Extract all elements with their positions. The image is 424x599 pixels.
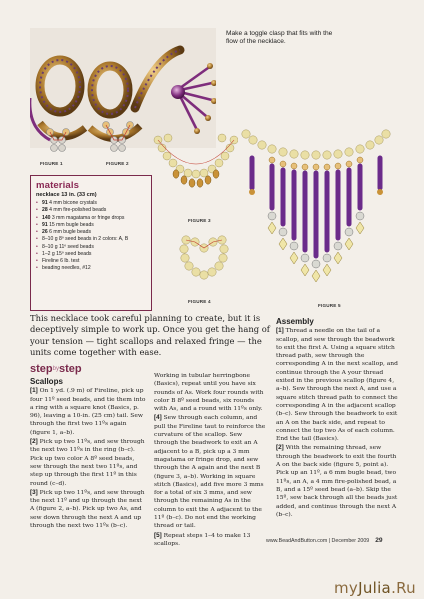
watermark: myJulia.Ru (334, 579, 416, 597)
figure-2-label: FIGURE 2 (106, 161, 129, 166)
figure-5-label: FIGURE 5 (318, 303, 341, 308)
materials-item: • 26 6 mm bugle beads (36, 229, 151, 236)
materials-subtitle: necklace 13 in. (33 cm) (36, 192, 97, 198)
materials-title: materials (36, 180, 80, 191)
figure-3-label: FIGURE 3 (188, 218, 211, 223)
assembly-step-2: [2] With the remaining thread, sew through the beadwork to exit the fourth A on the back side (figure 5, point a). Pick up an 11º, a 6 mm bugle bead, two 11ºs, an A, a 4 mm fire-polished bead, a B, and a 15º seed bead (a–b). Skip the 15º, sew back through all the beads just added, and continue through the next A (b–c). (276, 444, 398, 518)
scallops-step-3: [3] Pick up two 11ºs, and sew through the next 11º and up through the next A (figure 2, a–b). Pick up two As, and sew down through the next A and up through the next two 11ºs (b–c). (30, 488, 145, 530)
materials-item: • 1–2 g 15º seed beads (36, 251, 151, 258)
materials-item: • 28 4 mm fire-polished beads (36, 207, 151, 214)
materials-item: • 91 4 mm bicone crystals (36, 200, 151, 207)
figure-4-diagram (176, 232, 232, 296)
materials-item: • Fireline 6 lb. test (36, 258, 151, 265)
footer-site: www.BeadAndButton.com | December 2009 (266, 538, 370, 544)
page-footer (266, 537, 383, 544)
assembly-column (276, 318, 398, 520)
assembly-heading: Assembly (276, 317, 314, 326)
materials-box (30, 175, 152, 311)
figure-3-diagram (152, 132, 238, 216)
figure-4-label: FIGURE 4 (188, 299, 211, 304)
step-by-step-heading: stepbystep (30, 363, 82, 375)
scallops-step-4: [4] Sew through each column, and pull the Fireline taut to reinforce the curvature of the scallop. Sew through the beadwork to exit an A adjacent to a B, pick up a 3 mm magatama or fringe drop, and sew through the A again and the next B (figure 3, a–b). Working in square stitch (Basics), add five more 3 mms for a total of six 3 mms, and sew through the remaining As in the column to exit the A adjacent to the 11º (b–c). Do not end the working thread or tail. (154, 414, 266, 530)
figure-1-label: FIGURE 1 (40, 161, 63, 166)
materials-item: • 91 15 mm bugle beads (36, 222, 151, 229)
materials-list (31, 200, 151, 273)
scallops-step-1: [1] On 1 yd. (.9 m) of Fireline, pick up four 11º seed beads, and tie them into a ring with a square knot (Basics, p. 96), leaving a 10-in. (25 cm) tail. Sew through the first two 11ºs again (figure 1, a–b). (30, 387, 146, 436)
materials-item: • 8–10 g 11º seed beads (36, 244, 151, 251)
scallops-step-5: [5] Repeat steps 1–4 to make 13 scallops. (154, 531, 251, 547)
figure-5-diagram (240, 128, 410, 303)
photo-caption: Make a toggle clasp that fits with the flow of the necklace. (226, 30, 333, 46)
page-number: 29 (375, 537, 383, 544)
assembly-step-1: [1] Thread a needle on the tail of a scallop, and sew through the beadwork to exit the first A. Using a square stitch thread path, sew through the corresponding A in the next scallop, and continue through the A your thread exited in the previous scallop (figure 4, a–b). Sew through the next A, and use a square stitch thread path to connect the corresponding A in the adjacent scallop (b–c). Sew through the beadwork to exit an A on the back side, and repeat to connect the top two As of each column. End the tail (Basics). (276, 327, 398, 443)
herringbone-paragraph: Working in tubular herringbone (Basics), repeat until you have six rounds of As. Work four rounds with color B 8º seed beads, six rounds with As, and a round with 11ºs only. (154, 372, 264, 413)
scallops-step-2: [2] Pick up two 11ºs, and sew through the next two 11ºs in the ring (b–c). Pick up two color A 8º seed beads, sew through the next two 11ºs, and step up through the first 11º in this round (c–d). (30, 438, 145, 487)
materials-item: • 140 3 mm magatama or fringe drops (36, 215, 151, 222)
materials-item: • beading needles, #12 (36, 265, 151, 272)
materials-item: • 8–10 g 8º seed beads in 2 colors: A, B (36, 236, 151, 243)
intro-paragraph: This necklace took careful planning to create, but it is deceptively simple to work up. Once you get the hang of your tension — tight scallops and relaxed fringe — the units come together with ease. (30, 313, 270, 358)
scallops-column (30, 378, 146, 531)
scallops-heading: Scallops (30, 377, 63, 386)
scallops-column-2 (154, 372, 266, 549)
